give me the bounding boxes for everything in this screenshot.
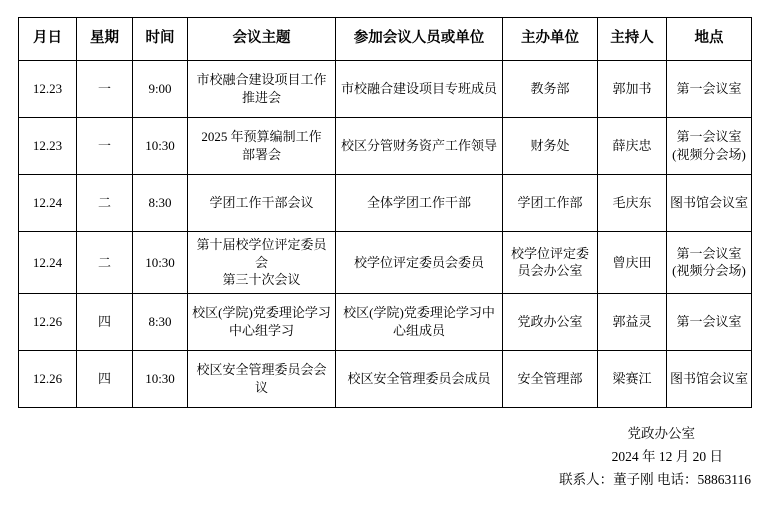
header-topic: 会议主题	[188, 18, 336, 61]
cell-chair: 郭加书	[598, 61, 667, 118]
cell-place-line: 第一会议室	[676, 313, 742, 329]
cell-date: 12.26	[19, 293, 77, 350]
cell-organizer	[503, 350, 598, 407]
cell-organizer	[503, 293, 598, 350]
cell-time: 10:30	[133, 232, 188, 294]
cell-topic	[188, 61, 336, 118]
cell-topic	[188, 293, 336, 350]
table-row	[19, 61, 752, 118]
document-footer	[331, 422, 751, 492]
cell-topic-line: 第十届校学位评定委员会	[196, 237, 327, 270]
cell-topic	[188, 118, 336, 175]
cell-place-line: 第一会议室	[676, 81, 742, 97]
cell-topic-line: 第三十次会议	[222, 272, 301, 288]
footer-office: 党政办公室	[627, 426, 695, 441]
header-place: 地点	[667, 18, 752, 61]
cell-participants-line: 市校融合建设项目专班成员	[340, 81, 497, 97]
cell-organizer-line: 财务处	[530, 138, 570, 154]
meeting-schedule-table	[18, 17, 752, 408]
cell-organizer	[503, 175, 598, 232]
cell-place	[667, 61, 752, 118]
cell-participants	[336, 175, 503, 232]
cell-place	[667, 350, 752, 407]
cell-organizer-line: 党政办公室	[517, 313, 583, 329]
cell-participants	[336, 61, 503, 118]
cell-participants-line: 全体学团工作干部	[366, 195, 471, 211]
cell-topic-line: 2025 年预算编制工作	[201, 129, 322, 145]
cell-date: 12.23	[19, 118, 77, 175]
cell-time: 9:00	[133, 61, 188, 118]
cell-date: 12.26	[19, 350, 77, 407]
cell-chair: 毛庆东	[598, 175, 667, 232]
cell-organizer-line: 员会办公室	[517, 263, 583, 279]
cell-date: 12.23	[19, 61, 77, 118]
table-row	[19, 350, 752, 407]
cell-topic-line: 部署会	[241, 147, 281, 162]
cell-place	[667, 293, 752, 350]
cell-week: 一	[77, 61, 133, 118]
cell-time: 10:30	[133, 118, 188, 175]
header-participants: 参加会议人员或单位	[336, 18, 503, 61]
table-header	[19, 18, 752, 61]
cell-participants	[336, 350, 503, 407]
header-organizer: 主办单位	[503, 18, 598, 61]
footer-contact: 联系人：董子刚 电话：58863116	[559, 472, 751, 488]
cell-time: 8:30	[133, 293, 188, 350]
footer-date: 2024 年 12 月 20 日	[611, 449, 723, 465]
cell-place	[667, 118, 752, 175]
cell-date: 12.24	[19, 175, 77, 232]
cell-week: 四	[77, 293, 133, 350]
cell-participants-line: 校学位评定委员会委员	[353, 254, 484, 270]
cell-participants-line: 校区安全管理委员会成员	[347, 370, 491, 386]
cell-topic-line: 学团工作干部会议	[209, 195, 314, 211]
cell-participants	[336, 118, 503, 175]
table-row	[19, 118, 752, 175]
cell-chair: 梁赛江	[598, 350, 667, 407]
cell-week: 二	[77, 175, 133, 232]
cell-participants	[336, 293, 503, 350]
header-chair: 主持人	[598, 18, 667, 61]
cell-place-line: 图书馆会议室	[670, 370, 749, 386]
cell-organizer-line: 校学位评定委	[510, 245, 589, 261]
cell-topic-line: 市校融合建设项目工作	[196, 72, 327, 88]
cell-organizer	[503, 232, 598, 294]
cell-place-line: (视频分会场)	[672, 263, 746, 279]
cell-topic	[188, 175, 336, 232]
cell-place	[667, 232, 752, 294]
cell-week: 一	[77, 118, 133, 175]
cell-organizer-line: 安全管理部	[517, 370, 583, 386]
cell-topic-line: 推进会	[241, 90, 281, 105]
cell-participants-line: 校区分管财务资产工作领导	[340, 138, 497, 154]
header-date: 月日	[19, 18, 77, 61]
header-week: 星期	[77, 18, 133, 61]
cell-chair: 曾庆田	[598, 232, 667, 294]
cell-week: 四	[77, 350, 133, 407]
cell-place-line: 第一会议室	[676, 129, 742, 145]
cell-topic	[188, 350, 336, 407]
cell-topic-line: 校区安全管理委员会会议	[196, 362, 327, 395]
cell-organizer-line: 教务部	[530, 81, 570, 97]
cell-place-line: 图书馆会议室	[670, 195, 749, 211]
cell-time: 8:30	[133, 175, 188, 232]
cell-place	[667, 175, 752, 232]
cell-place-line: 第一会议室	[676, 245, 742, 261]
table-row	[19, 232, 752, 294]
cell-time: 10:30	[133, 350, 188, 407]
cell-topic-line: 中心组学习	[228, 322, 294, 338]
cell-week: 二	[77, 232, 133, 294]
cell-organizer-line: 学团工作部	[517, 195, 583, 211]
cell-topic-line: 校区(学院)党委理论学习	[192, 305, 331, 321]
table-header-row	[19, 18, 752, 61]
cell-chair: 郭益灵	[598, 293, 667, 350]
table-row	[19, 175, 752, 232]
table-row	[19, 293, 752, 350]
cell-participants-line: 校区(学院)党委理论学习中	[343, 305, 495, 321]
cell-participants-line: 心组成员	[392, 322, 445, 338]
cell-topic	[188, 232, 336, 294]
header-time: 时间	[133, 18, 188, 61]
cell-place-line: (视频分会场)	[672, 147, 746, 162]
cell-date: 12.24	[19, 232, 77, 294]
cell-organizer	[503, 61, 598, 118]
table-body	[19, 61, 752, 408]
cell-organizer	[503, 118, 598, 175]
cell-chair: 薛庆忠	[598, 118, 667, 175]
cell-participants	[336, 232, 503, 294]
